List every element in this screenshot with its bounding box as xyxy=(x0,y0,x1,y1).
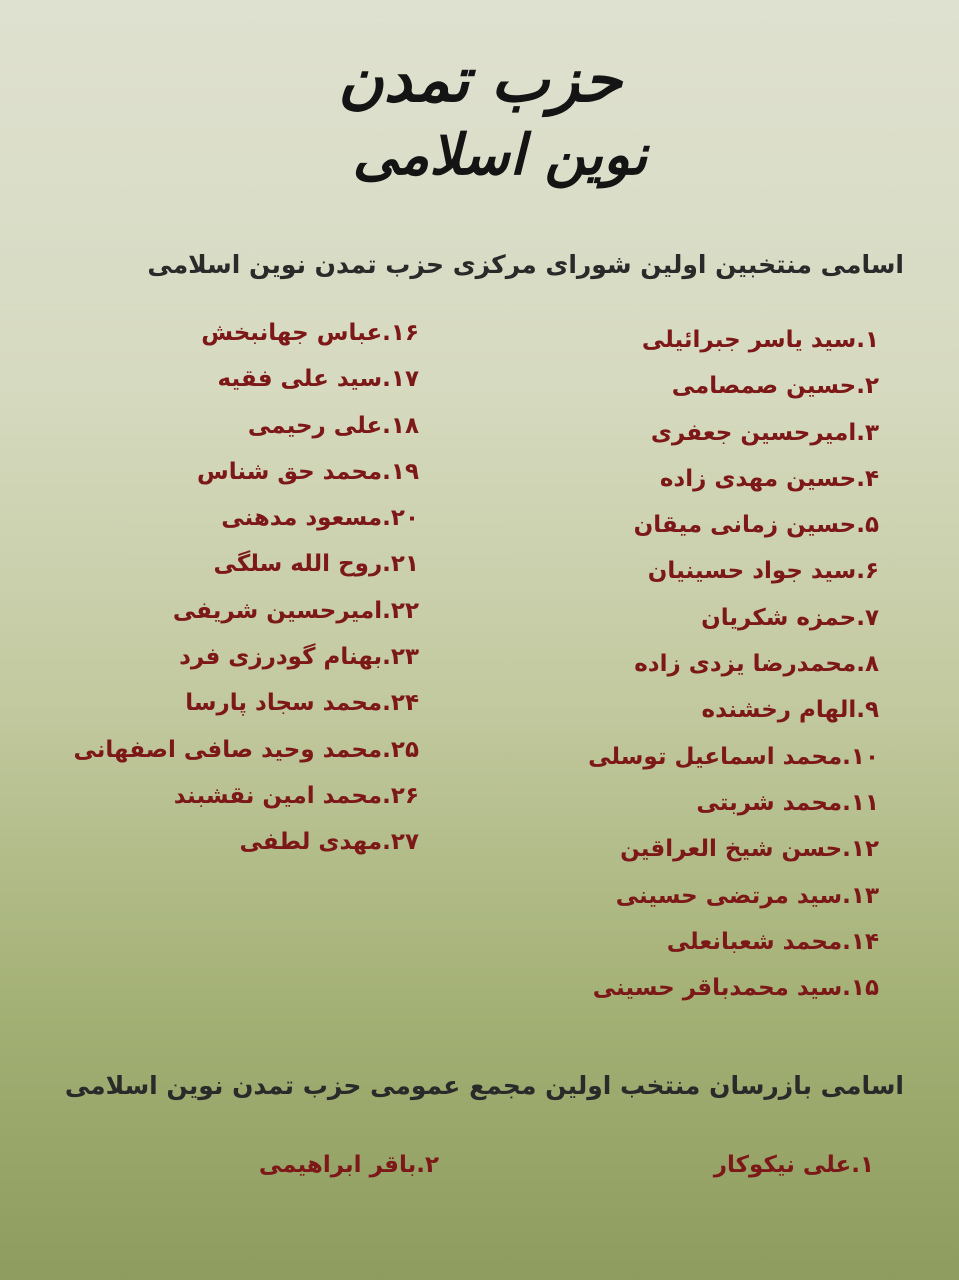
logo-line-2: نوین اسلامی xyxy=(352,122,648,188)
list-item: ۲۶.محمد امین نقشبند xyxy=(173,782,419,809)
party-logo xyxy=(250,40,710,210)
council-heading: اسامی منتخبین اولین شورای مرکزی حزب تمدن نوین اسلامی xyxy=(147,250,904,279)
list-item: ۲۳.بهنام گودرزی فرد xyxy=(179,644,419,671)
list-item: ۱.سید یاسر جبرائیلی xyxy=(641,327,879,353)
list-item: ۱۵.سید محمدباقر حسینی xyxy=(592,975,879,1002)
list-item: ۱۴.محمد شعبانعلی xyxy=(666,928,879,955)
list-item: ۷.حمزه شکریان xyxy=(701,604,879,631)
list-item: ۱۰.محمد اسماعیل توسلی xyxy=(588,743,879,770)
list-item: ۱۷.سید علی فقیه xyxy=(217,366,419,393)
list-item: ۲۷.مهدی لطفی xyxy=(239,829,419,856)
council-list-right xyxy=(588,317,879,1011)
list-item: ۴.حسین مهدی زاده xyxy=(659,465,879,492)
list-item: ۲۰.مسعود مدهنی xyxy=(221,505,419,532)
list-item: ۵.حسین زمانی میقان xyxy=(633,512,879,539)
list-item: ۲.حسین صمصامی xyxy=(671,373,879,400)
auditors-heading: اسامی بازرسان منتخب اولین مجمع عمومی حزب تمدن نوین اسلامی xyxy=(64,1071,904,1100)
list-item: ۳.امیرحسین جعفری xyxy=(650,419,879,446)
list-item: ۶.سید جواد حسینیان xyxy=(647,558,879,585)
list-item: ۲۴.محمد سجاد پارسا xyxy=(185,690,419,717)
list-item: ۱۸.علی رحیمی xyxy=(247,412,419,439)
list-item: ۱۱.محمد شربتی xyxy=(696,789,879,816)
logo-line-1: حزب تمدن xyxy=(338,43,622,116)
list-item: ۲۲.امیرحسین شریفی xyxy=(172,597,419,624)
council-list-left xyxy=(74,310,420,866)
auditor-item: ۱.علی نیکوکار xyxy=(713,1152,874,1178)
list-item: ۱۳.سید مرتضی حسینی xyxy=(615,882,879,909)
list-item: ۲۵.محمد وحید صافی اصفهانی xyxy=(73,736,419,763)
list-item: ۹.الهام رخشنده xyxy=(701,697,879,724)
list-item: ۸.محمدرضا یزدی زاده xyxy=(634,651,879,678)
list-item: ۱۹.محمد حق شناس xyxy=(196,458,419,485)
list-item: ۱۶.عباس جهانبخش xyxy=(201,320,419,346)
list-item: ۲۱.روح الله سلگی xyxy=(213,551,419,578)
auditor-item: ۲.باقر ابراهیمی xyxy=(258,1152,439,1178)
list-item: ۱۲.حسن شیخ العراقین xyxy=(620,836,879,863)
